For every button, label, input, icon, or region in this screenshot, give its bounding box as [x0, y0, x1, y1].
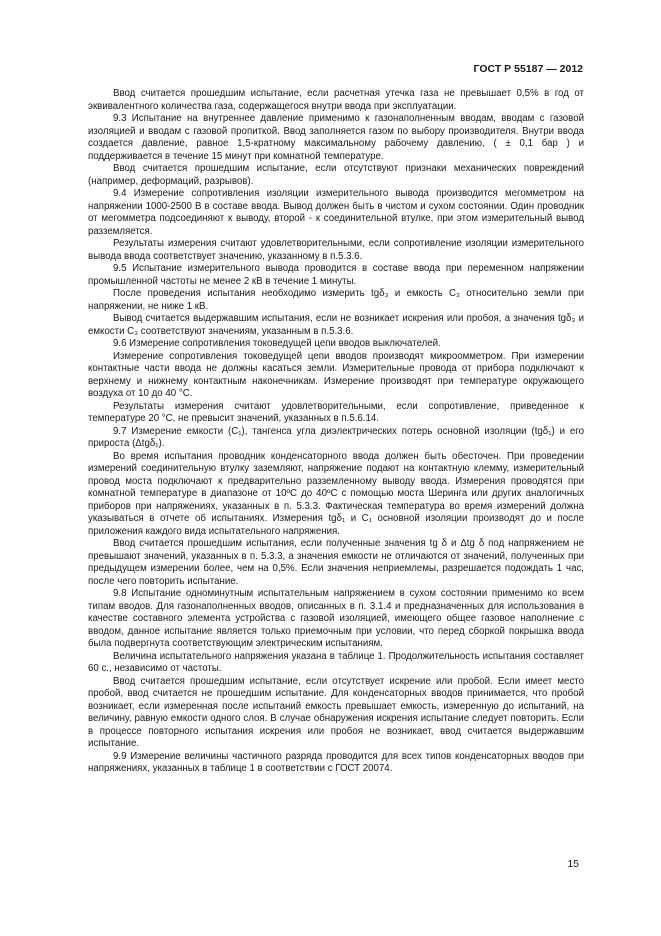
paragraph: Ввод считается прошедшим испытание, если отсутствует искрение или пробой. Если имеет место пробой, ввод считается не прошедшим испытание. Для конденсаторных вводов принимается, что пробой возникает, если измеренная после испытаний емкость превышает емкость, измеренную до испытаний, на величину, равную емкости одного слоя. В случае обнаружения искрения испытание следует повторить. Если в процессе повторного испытания искрения или пробоя не возникает, ввод считается выдержавшим испытание. [88, 675, 584, 749]
paragraph: Ввод считается прошедшим испытание, если отсутствуют признаки механических повреждений (например, деформаций, разрывов). [88, 163, 584, 187]
paragraph: Ввод считается прошедшим испытания, если полученные значения tg δ и Δtg δ под напряжением не превышают значений, указанных в п. 5.3.3, а значения емкости не отличаются от значений, полученных при предыдущем измерении более, чем на 0,5%. Если значения неприемлемы, разрешается подождать 1 час, после чего повторить испытание. [88, 538, 584, 587]
document-header: ГОСТ Р 55187 — 2012 [473, 63, 583, 75]
document-body [88, 88, 584, 776]
paragraph: Измерение сопротивления токоведущей цепи вводов производят микроомметром. При измерении контактные части ввода не должны касаться земли. Измерительные провода от прибора подключают к верхнему и нижнему контактным наконечникам. Измерение производят при температуре окружающего воздуха от 10 до 40 °С. [88, 350, 584, 399]
paragraph: 9.7 Измерение емкости (С₁), тангенса угла диэлектрических потерь основной изоляции (tgδ₁) и его прироста (Δtgδ₁). [88, 425, 584, 449]
paragraph: Результаты измерения считают удовлетворительными, если сопротивление изоляции измерительного вывода ввода соответствует значению, указанному в п.5.3.6. [88, 238, 584, 262]
paragraph: 9.3 Испытание на внутреннее давление применимо к газонаполненным вводам, вводам с газовой изоляцией и вводам с газовой пропиткой. Ввод заполняется газом по выбору производителя. Внутри ввода создается давление, равное 1,5-кратному максимальному рабочему давлению, ( ± 0,1 бар ) и поддерживается в течение 15 минут при комнатной температуре. [88, 113, 584, 162]
paragraph: Величина испытательного напряжения указана в таблице 1. Продолжительность испытания составляет 60 с., независимо от частоты. [88, 650, 584, 674]
paragraph: Во время испытания проводник конденсаторного ввода должен быть обесточен. При проведении измерений соединительную втулку заземляют, напряжение подают на контактную клемму, измерительный провод моста подключают к предварительно разземленному выводу ввода. Измерения проводятся при комнатной температуре в диапазоне от 10ºС до 40ºС с помощью моста Шеринга или других аналогичных приборов при напряжениях, указанных в п. 5.3.3. Фактическая температура во время измерений должна указываться в отчете об испытаниях. Измерения tgδ₁ и С₁ основной изоляции производят до и после приложения каждого вида испытательного напряжения. [88, 450, 584, 537]
paragraph: 9.8 Испытание одноминутным испытательным напряжением в сухом состоянии применимо ко всем типам вводов. Для газонаполненных вводов, описанных в п. 3.1.4 и предназначенных для использования в качестве составного элемента устройства с газовой изоляцией, имеющего общее газовое наполнение с вводом, данное испытание является только приемочным при условии, что перед сборкой покрышка ввода была подвергнута соответствующим электрическим испытаниям. [88, 588, 584, 649]
paragraph: После проведения испытания необходимо измерить tgδ₃ и емкость С₃ относительно земли при напряжении, не ниже 1 кВ. [88, 288, 584, 312]
paragraph: 9.9 Измерение величины частичного разряда проводится для всех типов конденсаторных вводов при напряжениях, указанных в таблице 1 в соответствии с ГОСТ 20074. [88, 750, 584, 774]
paragraph: 9.6 Измерение сопротивления токоведущей цепи вводов выключателей. [113, 338, 441, 349]
paragraph: 9.5 Испытание измерительного вывода проводится в составе ввода при переменном напряжении промышленной частоты не менее 2 кВ в течение 1 минуты. [88, 263, 584, 287]
paragraph: Результаты измерения считают удовлетворительными, если сопротивление, приведенное к температуре 20 °С, не превысит значений, указанных в п.5.6.14. [88, 400, 584, 424]
paragraph: Ввод считается прошедшим испытание, если расчетная утечка газа не превышает 0,5% в год от эквивалентного количества газа, содержащегося внутри ввода при эксплуатации. [88, 88, 584, 112]
paragraph: Вывод считается выдержавшим испытания, если не возникает искрения или пробоя, а значения tgδ₃ и емкости С₃ соответствуют значениям, указанным в п.5.3.6. [88, 313, 584, 337]
paragraph: 9.4 Измерение сопротивления изоляции измерительного вывода производится мегомметром на напряжении 1000-2500 В в составе ввода. Вывод должен быть в чистом и сухом состоянии. Один проводник от мегомметра подсоединяют к выводу, второй - к соединительной втулке, при этом измерительный вывод разземляется. [88, 188, 584, 237]
page-number: 15 [567, 858, 579, 870]
